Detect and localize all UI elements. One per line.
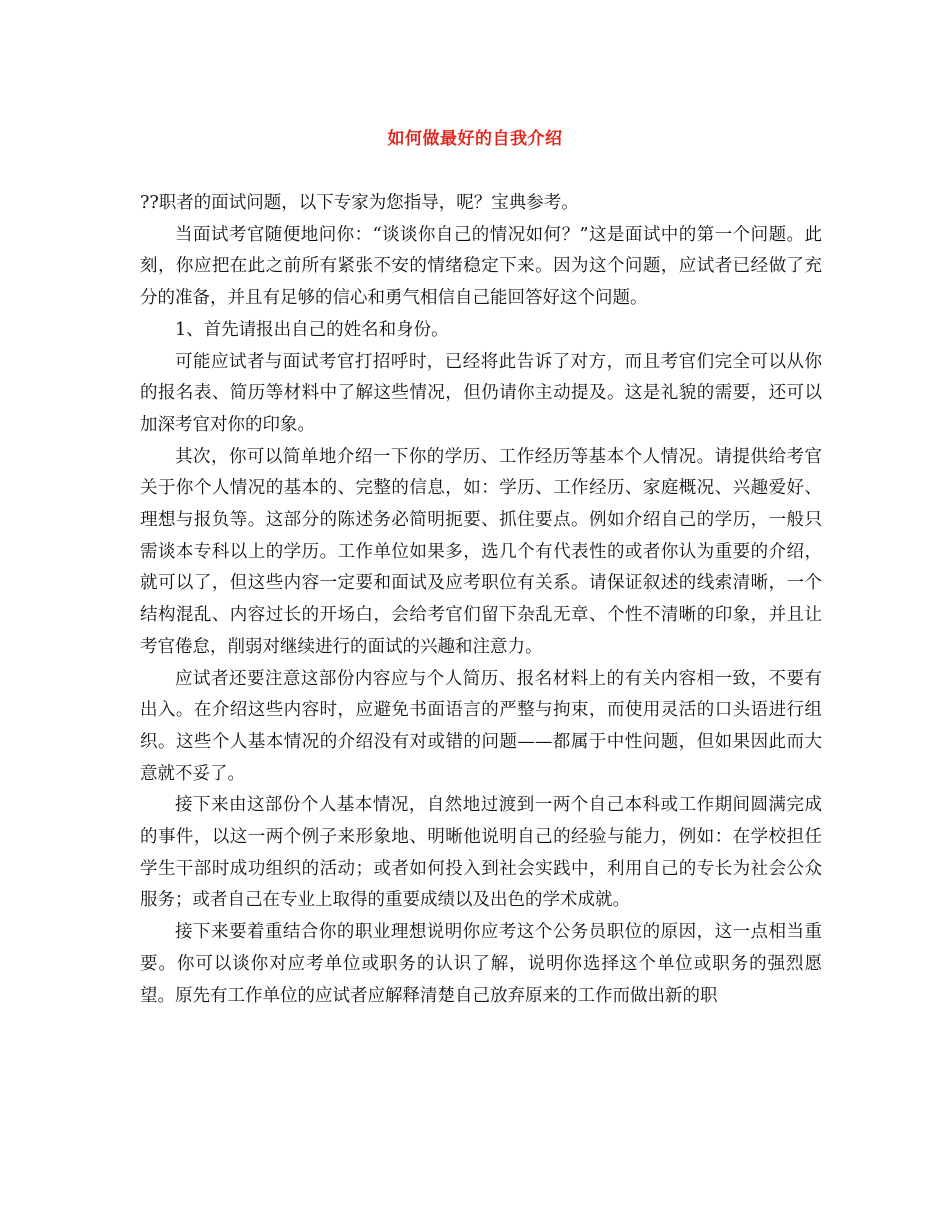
paragraph: 当面试考官随便地问你：“谈谈你自己的情况如何？”这是面试中的第一个问题。此刻，你应把在此之前所有紧张不安的情绪稳定下来。因为这个问题，应试者已经做了充分的准备，并且有足够的信心和勇气相信自己能回答好这个问题。 [140,224,822,309]
paragraph: 其次，你可以简单地介绍一下你的学历、工作经历等基本个人情况。请提供给考官关于你个人情况的基本的、完整的信息，如：学历、工作经历、家庭概况、兴趣爱好、理想与报负等。这部分的陈述务必简明扼要、抓住要点。例如介绍自己的学历，一般只需谈本专科以上的学历。工作单位如果多，选几个有代表性的或者你认为重要的介绍，就可以了，但这些内容一定要和面试及应考职位有关系。请保证叙述的线索清晰，一个结构混乱、内容过长的开场白，会给考官们留下杂乱无章、个性不清晰的印象，并且让考官倦怠，削弱对继续进行的面试的兴趣和注意力。 [140,446,822,657]
paragraph: 可能应试者与面试考官打招呼时，已经将此告诉了对方，而且考官们完全可以从你的报名表、简历等材料中了解这些情况，但仍请你主动提及。这是礼貌的需要，还可以加深考官对你的印象。 [140,351,822,435]
paragraph: 接下来由这部份个人基本情况，自然地过渡到一两个自己本科或工作期间圆满完成的事件，以这一两个例子来形象地、明晰他说明自己的经验与能力，例如：在学校担任学生干部时成功组织的活动；或者如何投入到社会实践中，利用自己的专长为社会公众服务；或者自己在专业上取得的重要成绩以及出色的学术成就。 [140,795,822,911]
document-body [140,188,822,1012]
paragraph: 接下来要着重结合你的职业理想说明你应考这个公务员职位的原因，这一点相当重要。你可以谈你对应考单位或职务的认识了解，说明你选择这个单位或职务的强烈愿望。原先有工作单位的应试者应解释清楚自己放弃原来的工作而做出新的职 [140,922,822,1006]
document-title: 如何做最好的自我介绍 [387,129,563,149]
paragraph-heading: 1、首先请报出自己的姓名和身份。 [175,319,449,340]
paragraph: 应试者还要注意这部份内容应与个人简历、报名材料上的有关内容相一致，不要有出入。在介绍这些内容时，应避免书面语言的严整与拘束，而使用灵活的口头语进行组织。这些个人基本情况的介绍没有对或错的问题——都属于中性问题，但如果因此而大意就不妥了。 [140,668,822,784]
paragraph-intro: ??职者的面试问题，以下专家为您指导，呢？宝典参考。 [140,193,579,213]
